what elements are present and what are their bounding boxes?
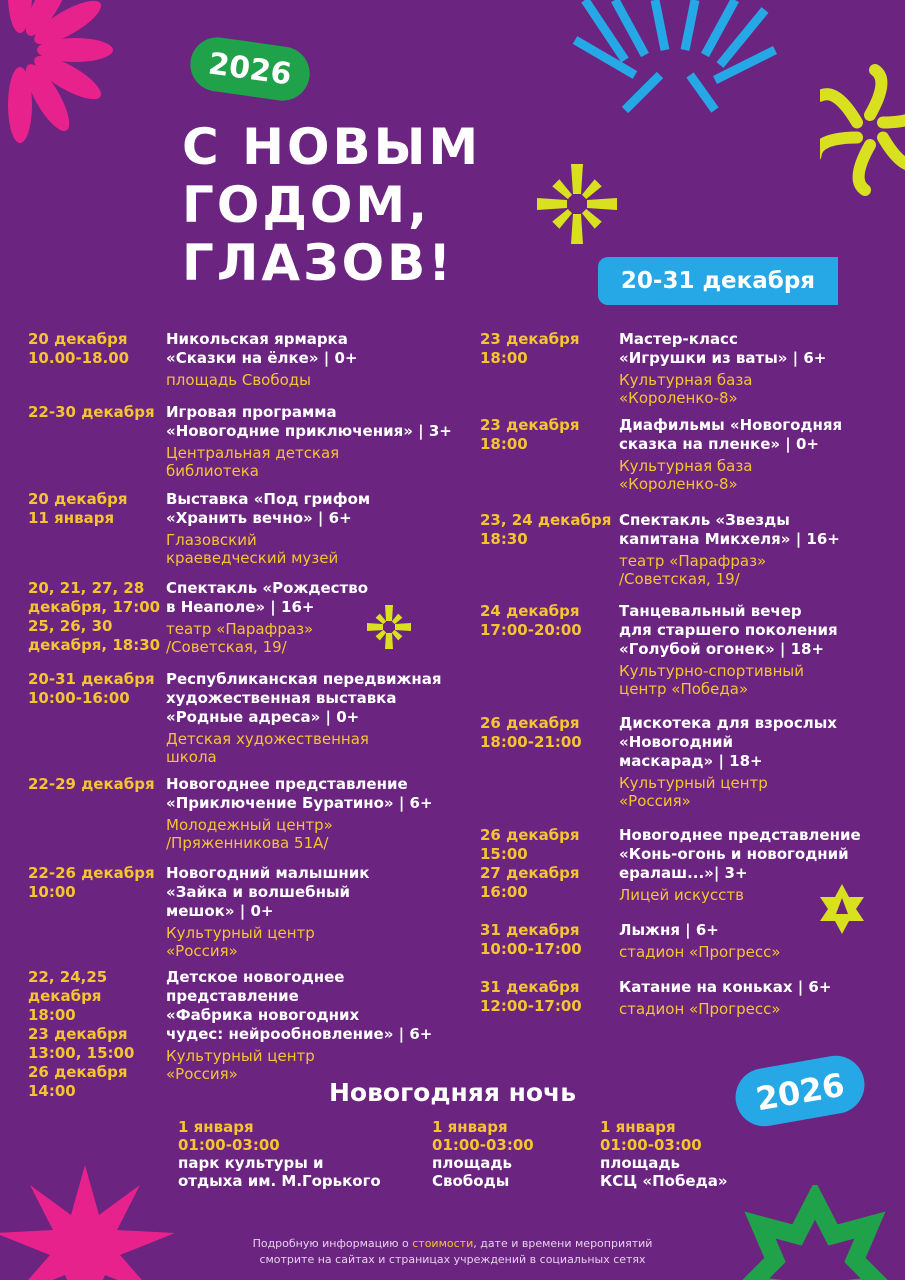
event-date: 23, 24 декабря 18:30 <box>480 511 612 548</box>
event-place: Культурный центр «Россия» <box>619 774 768 810</box>
event-title: Мастер-класс «Игрушки из ваты» | 6+ <box>619 330 827 367</box>
event-date: 23 декабря 18:00 <box>480 330 580 367</box>
lime-swirl-decoration <box>820 60 905 200</box>
event-place: Детская художественная школа <box>166 730 369 766</box>
pink-flower-decoration <box>0 0 140 180</box>
event-place: театр «Парафраз» /Советская, 19/ <box>619 552 767 588</box>
event-place: Культурный центр «Россия» <box>166 1047 315 1083</box>
headline <box>182 118 481 292</box>
event-title: Спектакль «Рождество в Неаполе» | 16+ <box>166 579 369 616</box>
event-title: Никольская ярмарка «Сказки на ёлке» | 0+ <box>166 330 358 367</box>
event-title: Детское новогоднее представление «Фабрика новогодних чудес: нейрообновление» | 6+ <box>166 968 433 1043</box>
event-date: 22, 24,25 декабря 18:00 23 декабря 13:00, 15:00 26 декабря 14:00 <box>28 968 135 1100</box>
event-place: Центральная детская библиотека <box>166 444 340 480</box>
headline-line-1: С НОВЫМ <box>182 118 482 176</box>
event-place: Культурно-спортивный центр «Победа» <box>619 662 804 698</box>
footnote <box>0 1236 905 1268</box>
night-place: площадь КСЦ «Победа» <box>600 1154 728 1190</box>
event-place: Глазовский краеведческий музей <box>166 531 339 567</box>
event-date: 20 декабря 10.00-18.00 <box>28 330 130 367</box>
night-date: 1 января 01:00-03:00 <box>600 1118 702 1154</box>
blue-burst-decoration <box>565 0 785 120</box>
event-date: 31 декабря 12:00-17:00 <box>480 978 582 1015</box>
year-badge-bottom: 2026 <box>731 1051 869 1131</box>
headline-line-2: ГОДОМ, <box>182 176 431 234</box>
event-place: Культурная база «Короленко-8» <box>619 371 753 407</box>
event-date: 20 декабря 11 января <box>28 490 128 527</box>
headline-line-3: ГЛАЗОВ! <box>182 234 455 292</box>
event-title: Игровая программа «Новогодние приключения» | 3+ <box>166 403 452 440</box>
night-item <box>178 1118 381 1190</box>
event-date: 20, 21, 27, 28 декабря, 17:00 25, 26, 30 декабря, 18:30 <box>28 579 161 654</box>
event-title: Спектакль «Звезды капитана Микхеля» | 16+ <box>619 511 840 548</box>
event-title: Республиканская передвижная художественная выставка «Родные адреса» | 0+ <box>166 670 442 726</box>
event-place: театр «Парафраз» /Советская, 19/ <box>166 620 314 656</box>
event-place: стадион «Прогресс» <box>619 943 781 961</box>
event-date: 23 декабря 18:00 <box>480 416 580 453</box>
night-place: площадь Свободы <box>432 1154 512 1190</box>
event-title: Выставка «Под грифом «Хранить вечно» | 6+ <box>166 490 371 527</box>
event-date: 22-26 декабря 10:00 <box>28 864 155 901</box>
footnote-highlight: стоимости <box>412 1237 474 1250</box>
event-title: Лыжня | 6+ <box>619 921 719 939</box>
event-date: 22-30 декабря <box>28 403 155 421</box>
event-date: 22-29 декабря <box>28 775 155 793</box>
event-date: 24 декабря 17:00-20:00 <box>480 602 582 639</box>
event-title: Новогоднее представление «Приключение Буратино» | 6+ <box>166 775 433 812</box>
night-item <box>432 1118 534 1190</box>
event-date: 20-31 декабря 10:00-16:00 <box>28 670 155 707</box>
event-place: Культурная база «Короленко-8» <box>619 457 753 493</box>
night-date: 1 января 01:00-03:00 <box>178 1118 280 1154</box>
event-place: площадь Свободы <box>166 371 312 389</box>
event-place: Лицей искусств <box>619 886 744 904</box>
year-badge-top: 2026 <box>187 34 313 104</box>
event-date: 31 декабря 10:00-17:00 <box>480 921 582 958</box>
footnote-line-2: смотрите на сайтах и страницах учреждений в социальных сетях <box>259 1253 646 1266</box>
event-date: 26 декабря 15:00 27 декабря 16:00 <box>480 826 580 901</box>
date-range-label: 20-31 декабря <box>598 257 838 305</box>
night-place: парк культуры и отдыха им. М.Горького <box>178 1154 381 1190</box>
event-title: Дискотека для взрослых «Новогодний маскарад» | 18+ <box>619 714 837 770</box>
event-title: Новогодний малышник «Зайка и волшебный мешок» | 0+ <box>166 864 370 920</box>
event-title: Диафильмы «Новогодняя сказка на пленке» | 0+ <box>619 416 843 453</box>
night-section-title: Новогодняя ночь <box>328 1078 577 1107</box>
night-date: 1 января 01:00-03:00 <box>432 1118 534 1154</box>
lime-star-decoration <box>535 162 620 247</box>
night-item <box>600 1118 728 1190</box>
event-place: стадион «Прогресс» <box>619 1000 781 1018</box>
event-title: Катание на коньках | 6+ <box>619 978 832 996</box>
event-place: Молодежный центр» /Пряженникова 51А/ <box>166 816 333 852</box>
footnote-text-before: Подробную информацию о <box>252 1237 413 1250</box>
footnote-text-after: , дате и времени мероприятий <box>473 1237 653 1250</box>
footnote-line-1 <box>0 1236 905 1252</box>
event-date: 26 декабря 18:00-21:00 <box>480 714 582 751</box>
event-title: Новогоднее представление «Конь-огонь и новогодний ералаш...»| 3+ <box>619 826 861 882</box>
event-title: Танцевальный вечер для старшего поколения «Голубой огонек» | 18+ <box>619 602 838 658</box>
event-place: Культурный центр «Россия» <box>166 924 315 960</box>
